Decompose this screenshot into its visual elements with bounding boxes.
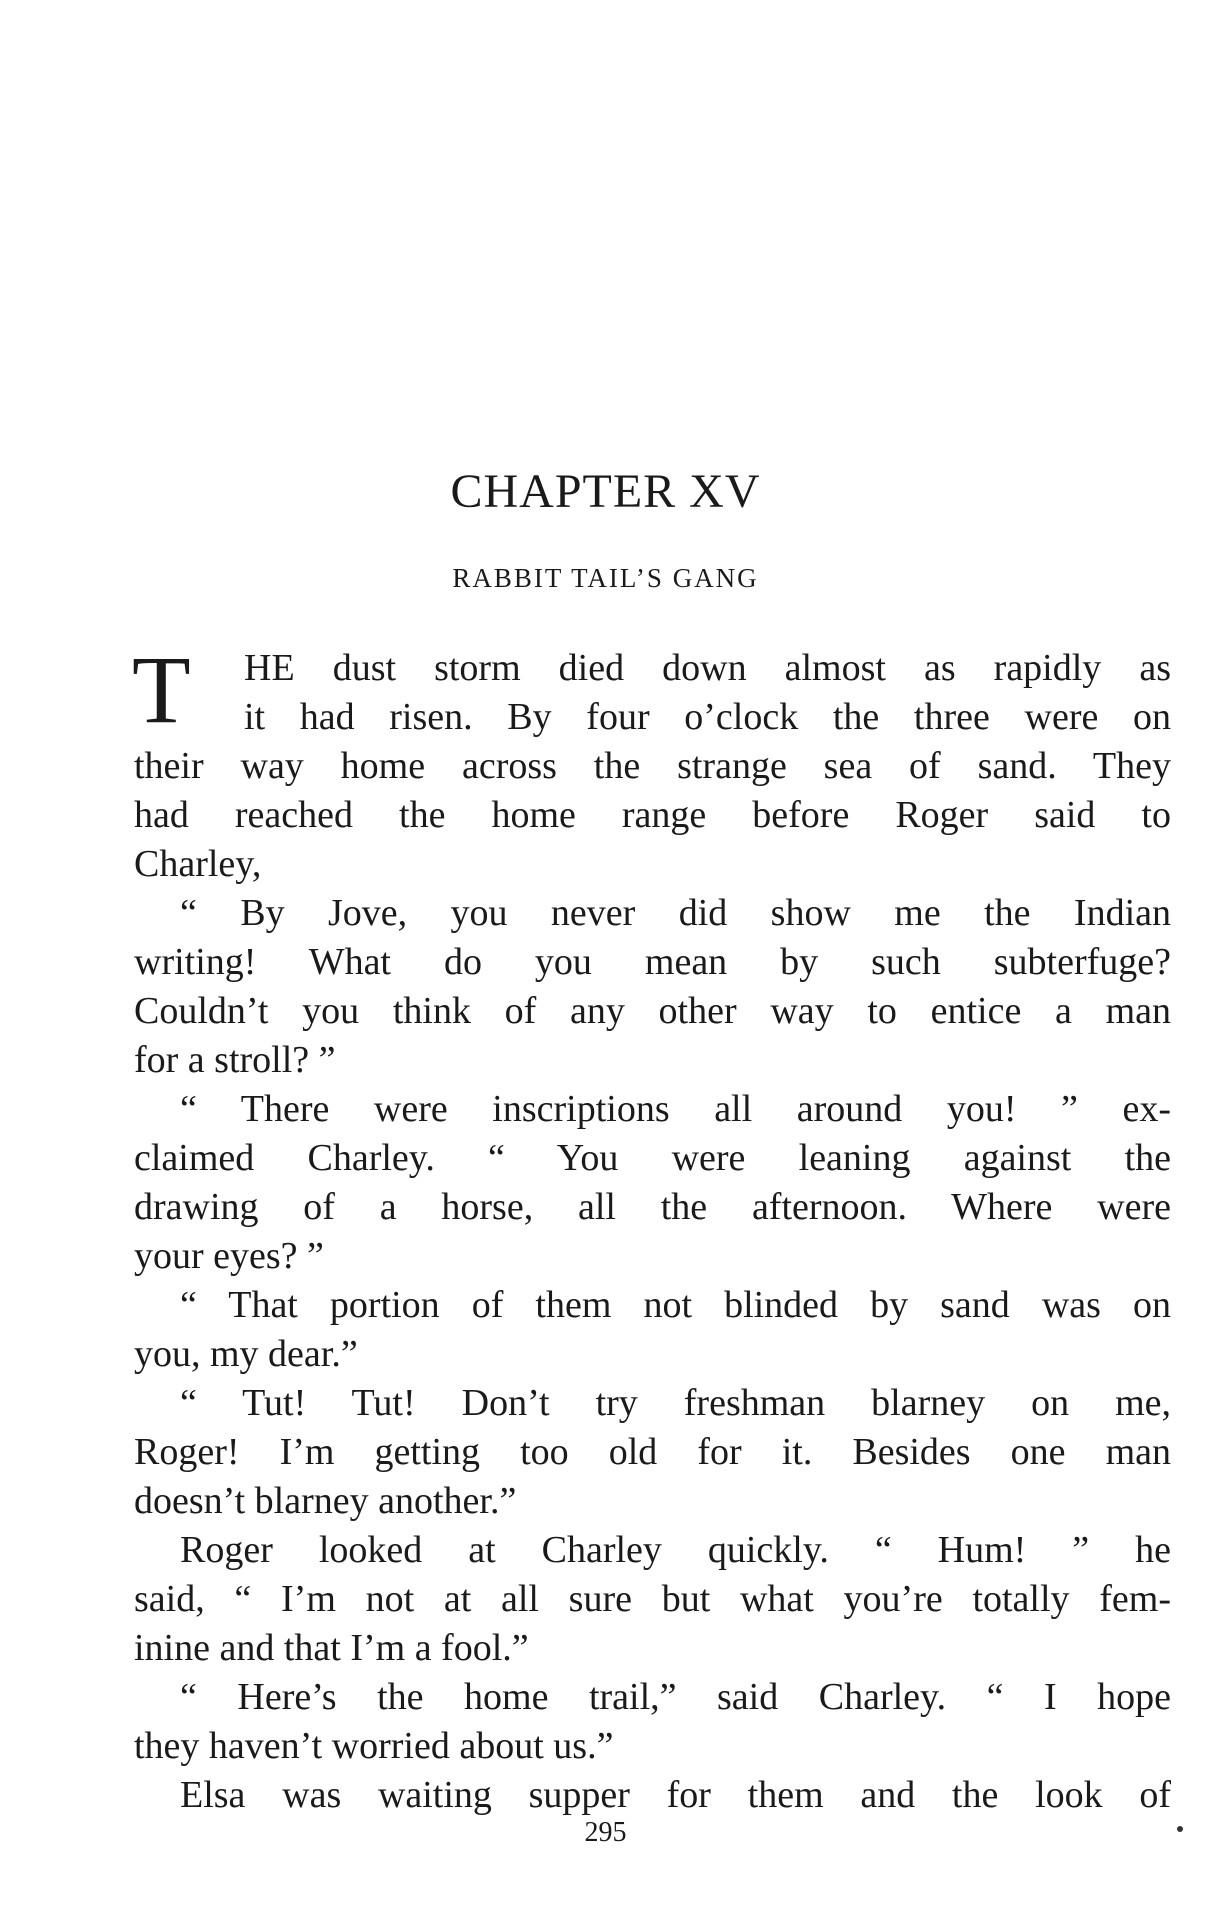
chapter-subtitle: RABBIT TAIL’S GANG bbox=[452, 563, 759, 593]
text-line: T HE dust storm died down almost as rapidly as bbox=[132, 636, 1171, 743]
text-line: “ Tut! Tut! Don’t try freshman blarney on me, bbox=[180, 1382, 1171, 1424]
text-line: “ There were inscriptions all around you! ” ex- bbox=[180, 1088, 1171, 1130]
text-line: you, my dear.” bbox=[134, 1333, 358, 1375]
text-line: Roger! I’m getting too old for it. Besides one man bbox=[134, 1431, 1171, 1473]
text-line: your eyes? ” bbox=[134, 1235, 324, 1277]
ink-speck bbox=[1177, 1826, 1183, 1832]
drop-cap: T bbox=[132, 636, 191, 743]
text-line: inine and that I’m a fool.” bbox=[134, 1627, 529, 1669]
text-line: “ That portion of them not blinded by sand was on bbox=[180, 1284, 1171, 1326]
body-text bbox=[132, 636, 1171, 1820]
text-line: they haven’t worried about us.” bbox=[134, 1725, 614, 1767]
text-line: Elsa was waiting supper for them and the look of bbox=[180, 1774, 1171, 1816]
text-line: “ Here’s the home trail,” said Charley. “ I hope bbox=[180, 1676, 1171, 1718]
text-line: said, “ I’m not at all sure but what you’re totally fem- bbox=[134, 1578, 1171, 1620]
text-line: writing! What do you mean by such subterfuge? bbox=[134, 941, 1171, 983]
text-line: Roger looked at Charley quickly. “ Hum! ” he bbox=[180, 1529, 1171, 1571]
text-line: doesn’t blarney another.” bbox=[134, 1480, 517, 1522]
text-line: for a stroll? ” bbox=[134, 1039, 336, 1081]
text-line: “ By Jove, you never did show me the Indian bbox=[180, 892, 1171, 934]
text-line: had reached the home range before Roger said to bbox=[134, 794, 1171, 836]
page-number: 295 bbox=[584, 1817, 627, 1848]
text-line: drawing of a horse, all the afternoon. Where were bbox=[134, 1186, 1171, 1228]
chapter-title: CHAPTER XV bbox=[450, 465, 761, 518]
text-line: Couldn’t you think of any other way to entice a man bbox=[134, 990, 1171, 1032]
text-line: it had risen. By four o’clock the three were on bbox=[244, 696, 1171, 738]
text-line: their way home across the strange sea of sand. They bbox=[134, 745, 1171, 787]
text-line: claimed Charley. “ You were leaning against the bbox=[134, 1137, 1171, 1179]
text-line: Charley, bbox=[134, 843, 262, 885]
